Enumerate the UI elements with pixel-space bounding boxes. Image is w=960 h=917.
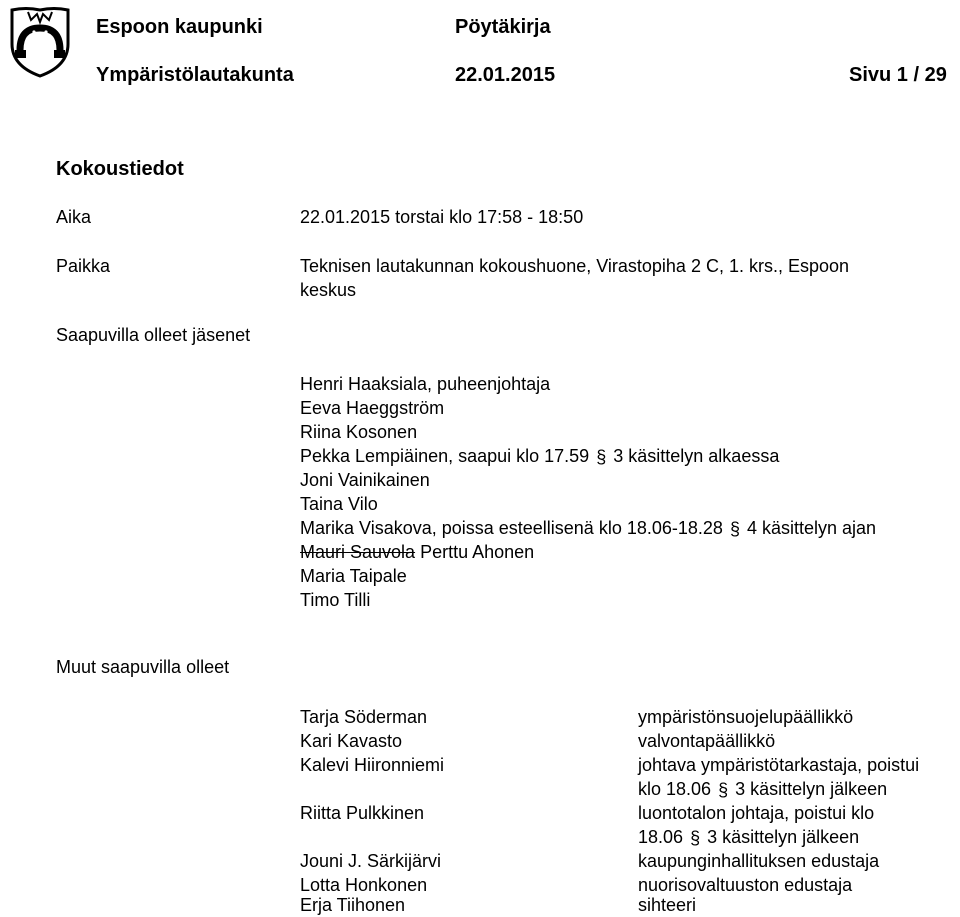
- member-text: Marika Visakova, poissa esteellisenä klo 18.06-18.28: [300, 518, 723, 538]
- other-role: sihteeri: [638, 895, 697, 915]
- other-role: ympäristönsuojelupäällikkö: [638, 707, 854, 727]
- place-line-1: Teknisen lautakunnan kokoushuone, Virastopiha 2 C, 1. krs., Espoon: [300, 256, 850, 276]
- section-sign: §: [718, 780, 729, 800]
- member-text: 3 käsittelyn alkaessa: [613, 446, 780, 466]
- role-text: klo 18.06: [638, 779, 712, 799]
- section-title: Kokoustiedot: [56, 158, 184, 180]
- others-label: Muut saapuvilla olleet: [56, 657, 230, 677]
- time-label: Aika: [56, 207, 92, 227]
- member-row: Timo Tilli: [300, 590, 371, 610]
- struck-member-name: Mauri Sauvola: [300, 542, 416, 562]
- member-row: Taina Vilo: [300, 494, 378, 514]
- other-role: nuorisovaltuuston edustaja: [638, 875, 853, 895]
- member-row: Henri Haaksiala, puheenjohtaja: [300, 374, 551, 394]
- time-value: 22.01.2015 torstai klo 17:58 - 18:50: [300, 207, 584, 227]
- member-row: Joni Vainikainen: [300, 470, 430, 490]
- members-label: Saapuvilla olleet jäsenet: [56, 325, 251, 345]
- board-name: Ympäristölautakunta: [96, 64, 294, 86]
- other-role-cont: [638, 825, 859, 850]
- other-role: luontotalon johtaja, poistui klo: [638, 803, 875, 823]
- member-row: [300, 444, 779, 469]
- other-role: johtava ympäristötarkastaja, poistui: [638, 755, 920, 775]
- role-text: 3 käsittelyn jälkeen: [707, 827, 860, 847]
- section-sign: §: [690, 828, 701, 848]
- member-row: [300, 516, 876, 541]
- espoo-coat-of-arms-icon: [6, 4, 74, 78]
- other-role-cont: [638, 777, 887, 802]
- role-text: 18.06: [638, 827, 684, 847]
- other-name: Jouni J. Särkijärvi: [300, 851, 442, 871]
- member-row: Riina Kosonen: [300, 422, 418, 442]
- other-name: Tarja Söderman: [300, 707, 428, 727]
- member-text: Pekka Lempiäinen, saapui klo 17.59: [300, 446, 590, 466]
- member-text: Perttu Ahonen: [420, 542, 535, 562]
- section-sign: §: [596, 447, 607, 467]
- member-row: Eeva Haeggström: [300, 398, 445, 418]
- other-role: kaupunginhallituksen edustaja: [638, 851, 880, 871]
- member-text: 4 käsittelyn ajan: [746, 518, 877, 538]
- place-line-2: keskus: [300, 280, 357, 300]
- other-role: valvontapäällikkö: [638, 731, 776, 751]
- other-name: Erja Tiihonen: [300, 895, 406, 915]
- section-sign: §: [729, 519, 740, 539]
- org-name: Espoon kaupunki: [96, 16, 263, 38]
- other-name: Kalevi Hiironniemi: [300, 755, 445, 775]
- other-name: Lotta Honkonen: [300, 875, 428, 895]
- place-label: Paikka: [56, 256, 111, 276]
- other-name: Riitta Pulkkinen: [300, 803, 425, 823]
- document-type: Pöytäkirja: [455, 16, 551, 38]
- other-name: Kari Kavasto: [300, 731, 403, 751]
- page-number: Sivu 1 / 29: [849, 64, 947, 86]
- member-row: [300, 540, 534, 564]
- role-text: 3 käsittelyn jälkeen: [735, 779, 888, 799]
- member-row: Maria Taipale: [300, 566, 407, 586]
- meeting-date: 22.01.2015: [455, 64, 556, 86]
